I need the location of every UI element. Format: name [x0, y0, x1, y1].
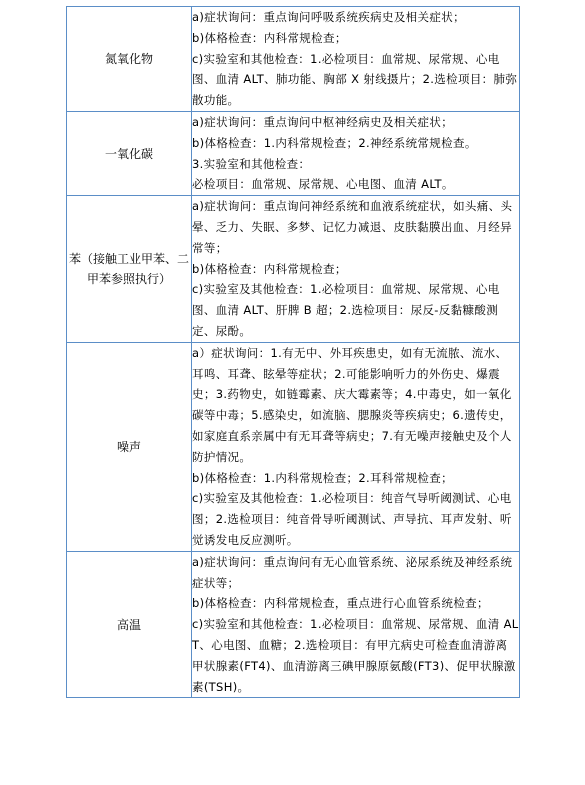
factor-cell: 苯（接触工业甲苯、二甲苯参照执行） [67, 196, 192, 343]
content-cell [192, 342, 520, 551]
factor-cell: 噪声 [67, 342, 192, 551]
content-line: c)实验室及其他检查：1.必检项目：血常规、尿常规、心电图、血清 ALT、肝脾 B 超；2.选检项目：尿反-反黏糠酸测定、尿酚。 [192, 282, 500, 338]
exam-requirements-table [66, 6, 520, 698]
content-line: 3.实验室和其他检查： [192, 156, 311, 171]
content-line: c)实验室和其他检查：1.必检项目：血常规、尿常规、心电图、血清 ALT、肺功能、胸部 X 射线摄片；2.选检项目：肺弥散功能。 [192, 51, 518, 108]
content-line: b)体格检查：内科常规检查，重点进行心血管系统检查； [192, 596, 489, 611]
factor-cell: 一氧化碳 [67, 111, 192, 195]
table-row [67, 342, 520, 551]
content-cell [192, 196, 520, 343]
content-line: a)症状询问：重点询问神经系统和血液系统症状，如头痛、头晕、乏力、失眠、多梦、记忆力减退、皮肤黏膜出血、月经异常等； [192, 199, 513, 255]
table-row [67, 551, 520, 698]
content-line: 必检项目：血常规、尿常规、心电图、血清 ALT。 [192, 177, 454, 192]
table-row [67, 7, 520, 112]
content-line: a)症状询问：重点询问呼吸系统疾病史及相关症状； [192, 10, 465, 24]
content-line: a)症状询问：重点询问有无心血管系统、泌尿系统及神经系统症状等； [192, 554, 513, 590]
content-line: a)症状询问：重点询问中枢神经病史及相关症状； [192, 114, 454, 129]
factor-cell: 高温 [67, 551, 192, 698]
content-cell [192, 551, 520, 698]
content-line: b)体格检查：1.内科常规检查；2.神经系统常规检查。 [192, 135, 477, 150]
table-row [67, 111, 520, 195]
content-line: b)体格检查：内科常规检查； [192, 261, 347, 276]
content-line: c)实验室及其他检查：1.必检项目：纯音气导听阈测试、心电图；2.选检项目：纯音骨导听阈测试、声导抗、耳声发射、听觉诱发电反应测听。 [192, 491, 512, 547]
factor-cell: 氮氧化物 [67, 7, 192, 112]
content-cell [192, 111, 520, 195]
content-line: b)体格检查：内科常规检查； [192, 30, 347, 45]
content-cell [192, 7, 520, 112]
content-line: b)体格检查：1.内科常规检查；2.耳科常规检查； [192, 470, 453, 485]
table-row [67, 196, 520, 343]
content-line: c)实验室和其他检查：1.必检项目：血常规、尿常规、血清 ALT、心电图、血糖；2.选检项目：有甲亢病史可检查血清游离甲状腺素(FT4)、血清游离三碘甲腺原氨酸(FT3)、促甲状腺激素(TSH)。 [192, 617, 519, 694]
content-line: a）症状询问：1.有无中、外耳疾患史，如有无流脓、流水、耳鸣、耳聋、眩晕等症状；2.可能影响听力的外伤史、爆震史；3.药物史，如链霉素、庆大霉素等；4.中毒史，如一氧化碳等中毒；5.感染史，如流脑、腮腺炎等疾病史；6.遗传史，如家庭直系亲属中有无耳聋等病史；7.有无噪声接触史及个人防护情况。 [192, 345, 512, 464]
